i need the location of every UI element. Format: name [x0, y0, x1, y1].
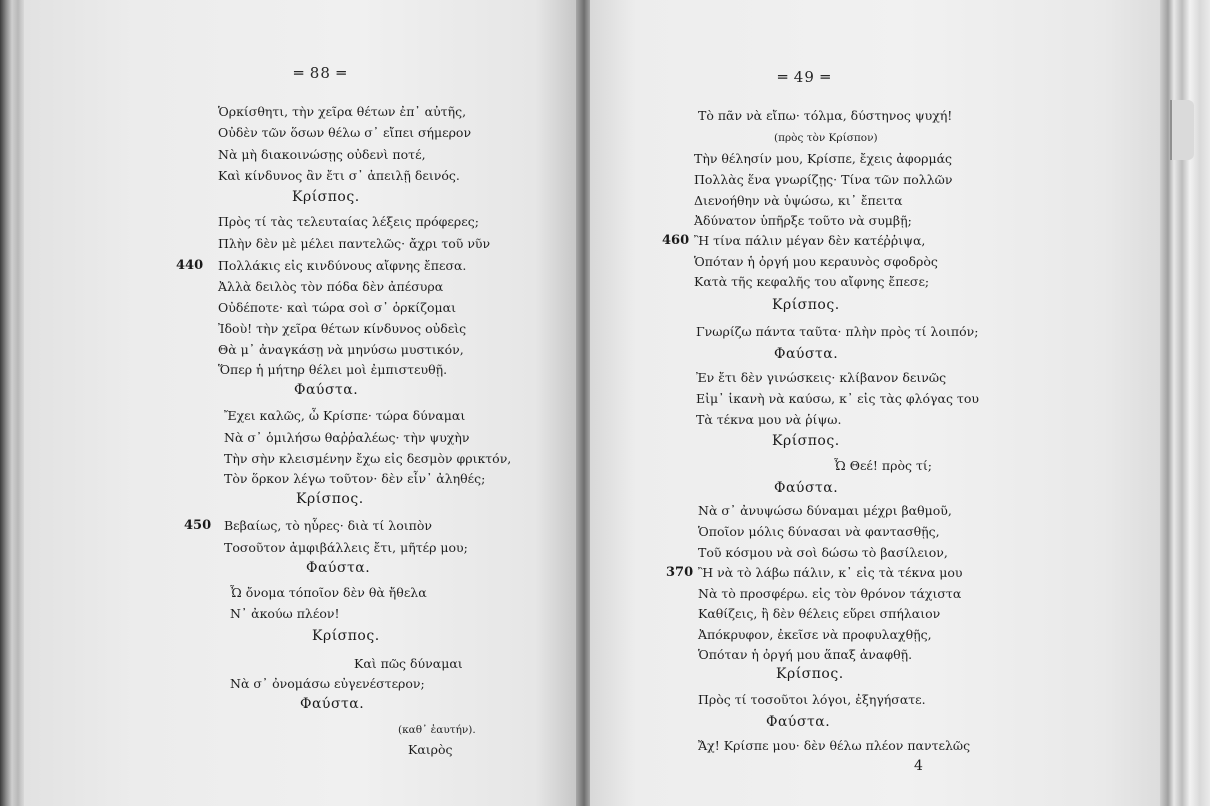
speaker-name: Φαύστα.	[294, 382, 359, 398]
verse-line: Ὦ ὄνομα τόποῖον δὲν θὰ ἤθελα	[230, 585, 427, 600]
line-number: 460	[662, 233, 690, 248]
verse-line: Τὰ τέκνα μου νὰ ῥίψω.	[696, 412, 842, 427]
verse-line: Ὅπερ ἡ μήτηρ θέλει μοὶ ἐμπιστευθῇ.	[218, 362, 448, 377]
speaker-name: Φαύστα.	[766, 714, 831, 730]
verse-line: Καιρὸς	[408, 742, 453, 757]
page-number: ═ 49 ═	[778, 68, 831, 86]
verse-line: Ὁπόταν ἡ ὀργή μου ἅπαξ ἀναφθῇ.	[698, 647, 913, 662]
stage-direction: (πρὸς τὸν Κρίσπον)	[774, 132, 878, 144]
verse-line: Νὰ μὴ διακοινώσῃς οὐδενὶ ποτέ,	[218, 147, 426, 162]
verse-line: Ἀπόκρυφον, ἐκεῖσε νὰ προφυλαχθῇς,	[698, 627, 932, 642]
verse-line: Ἀδύνατον ὑπῆρξε τοῦτο νὰ συμβῇ;	[694, 213, 912, 228]
verse-line: Τοσοῦτον ἀμφιβάλλεις ἔτι, μῆτέρ μου;	[224, 540, 468, 555]
verse-line: Νὰ σ᾽ ἀνυψώσω δύναμαι μέχρι βαθμοῦ,	[698, 503, 952, 518]
right-page	[590, 0, 1162, 806]
verse-line: Καθίζεις, ἢ δὲν θέλεις εὕρει σπήλαιον	[698, 606, 941, 621]
verse-line: Γνωρίζω πάντα ταῦτα· πλὴν πρὸς τί λοιπόν;	[696, 324, 979, 339]
left-page	[24, 0, 580, 806]
speaker-name: Κρίσπος.	[292, 189, 360, 205]
stage-direction: (καθ᾽ ἑαυτήν).	[398, 724, 476, 736]
book-edge-left	[0, 0, 26, 806]
verse-line: Ἢ τίνα πάλιν μέγαν δὲν κατέῤῥιψα,	[694, 233, 926, 248]
verse-line: Οὐδὲν τῶν ὅσων θέλω σ᾽ εἴπει σήμερον	[218, 125, 472, 140]
verse-line: Θὰ μ᾽ ἀναγκάσῃ νὰ μηνύσω μυστικόν,	[218, 342, 464, 357]
verse-line: Νὰ τὸ προσφέρω. εἰς τὸν θρόνον τάχιστα	[698, 586, 962, 601]
speaker-name: Κρίσπος.	[312, 628, 380, 644]
verse-line: Ὁπόταν ἡ ὀργή μου κεραυνὸς σφοδρὸς	[694, 254, 938, 269]
verse-line: Ν᾽ ἀκούω πλέον!	[230, 606, 340, 621]
line-number: 370	[666, 565, 694, 580]
verse-line: Τὴν θέλησίν μου, Κρίσπε, ἔχεις ἀφορμάς	[694, 151, 953, 166]
verse-line: Ἰδοὺ! τὴν χεῖρα θέτων κίνδυνος οὐδεὶς	[218, 321, 467, 336]
verse-line: Τὴν σὴν κλεισμένην ἔχω εἰς δεσμὸν φρικτόν,	[224, 451, 512, 466]
line-number: 450	[184, 518, 212, 533]
speaker-name: Κρίσπος.	[772, 297, 840, 313]
speaker-name: Φαύστα.	[774, 480, 839, 496]
verse-line: Οὐδέποτε· καὶ τώρα σοὶ σ᾽ ὁρκίζομαι	[218, 300, 456, 315]
verse-line: Πλὴν δὲν μὲ μέλει παντελῶς· ἄχρι τοῦ νῦν	[218, 236, 491, 251]
verse-line: Νὰ σ᾽ ὀνομάσω εὐγενέστερον;	[230, 676, 425, 691]
verse-line: Ἀλλὰ δειλὸς τὸν πόδα δὲν ἀπέσυρα	[218, 279, 444, 294]
verse-line: Πολλάκις εἰς κινδύνους αἴφνης ἔπεσα.	[218, 258, 467, 273]
speaker-name: Κρίσπος.	[296, 491, 364, 507]
verse-line: Ἢ νὰ τὸ λάβω πάλιν, κ᾽ εἰς τὰ τέκνα μου	[698, 565, 963, 580]
verse-line: Ἐν ἔτι δὲν γινώσκεις· κλίβανον δεινῶς	[696, 370, 947, 385]
speaker-name: Φαύστα.	[774, 346, 839, 362]
verse-line: Τοῦ κόσμου νὰ σοὶ δώσω τὸ βασίλειον,	[698, 545, 948, 560]
line-number: 440	[176, 258, 204, 273]
verse-line: Εἰμ᾽ ἱκανὴ νὰ καύσω, κ᾽ εἰς τὰς φλόγας του	[696, 391, 979, 406]
verse-line: Ὁποῖον μόλις δύνασαι νὰ φαντασθῇς,	[698, 524, 940, 539]
verse-line: Τὸ πᾶν νὰ εἴπω· τόλμα, δύστηνος ψυχή!	[698, 108, 953, 123]
verse-line: Πολλὰς ἕνα γνωρίζῃς· Τίνα τῶν πολλῶν	[694, 172, 953, 187]
verse-line: Νὰ σ᾽ ὁμιλήσω θαῤῥαλέως· τὴν ψυχὴν	[224, 430, 470, 445]
speaker-name: Κρίσπος.	[776, 666, 844, 682]
signature-mark: 4	[914, 758, 923, 774]
verse-line: Διενοήθην νὰ ὑψώσω, κι᾽ ἔπειτα	[694, 193, 903, 208]
verse-line: Πρὸς τί τοσοῦτοι λόγοι, ἐξηγήσατε.	[698, 692, 926, 707]
verse-line: Ἔχει καλῶς, ὦ Κρίσπε· τώρα δύναμαι	[224, 408, 466, 423]
verse-line: Ὁρκίσθητι, τὴν χεῖρα θέτων ἐπ᾽ αὐτῆς,	[218, 104, 467, 119]
verse-line: Ὦ Θεέ! πρὸς τί;	[834, 458, 932, 473]
verse-line: Βεβαίως, τὸ ηὗρες· διὰ τί λοιπὸν	[224, 518, 432, 533]
page-number: ═ 88 ═	[294, 64, 347, 82]
speaker-name: Κρίσπος.	[772, 433, 840, 449]
speaker-name: Φαύστα.	[300, 696, 365, 712]
page-tab	[1170, 100, 1194, 160]
verse-line: Καὶ πῶς δύναμαι	[354, 656, 463, 671]
verse-line: Καὶ κίνδυνος ἂν ἔτι σ᾽ ἀπειλῇ δεινός.	[218, 168, 460, 183]
verse-line: Ἄχ! Κρίσπε μου· δὲν θέλω πλέον παντελῶς	[698, 738, 971, 753]
verse-line: Τὸν ὅρκον λέγω τοῦτον· δὲν εἶν᾽ ἀληθές;	[224, 471, 486, 486]
verse-line: Κατὰ τῆς κεφαλῆς του αἴφνης ἔπεσε;	[694, 274, 930, 289]
speaker-name: Φαύστα.	[306, 560, 371, 576]
verse-line: Πρὸς τί τὰς τελευταίας λέξεις πρόφερες;	[218, 214, 479, 229]
